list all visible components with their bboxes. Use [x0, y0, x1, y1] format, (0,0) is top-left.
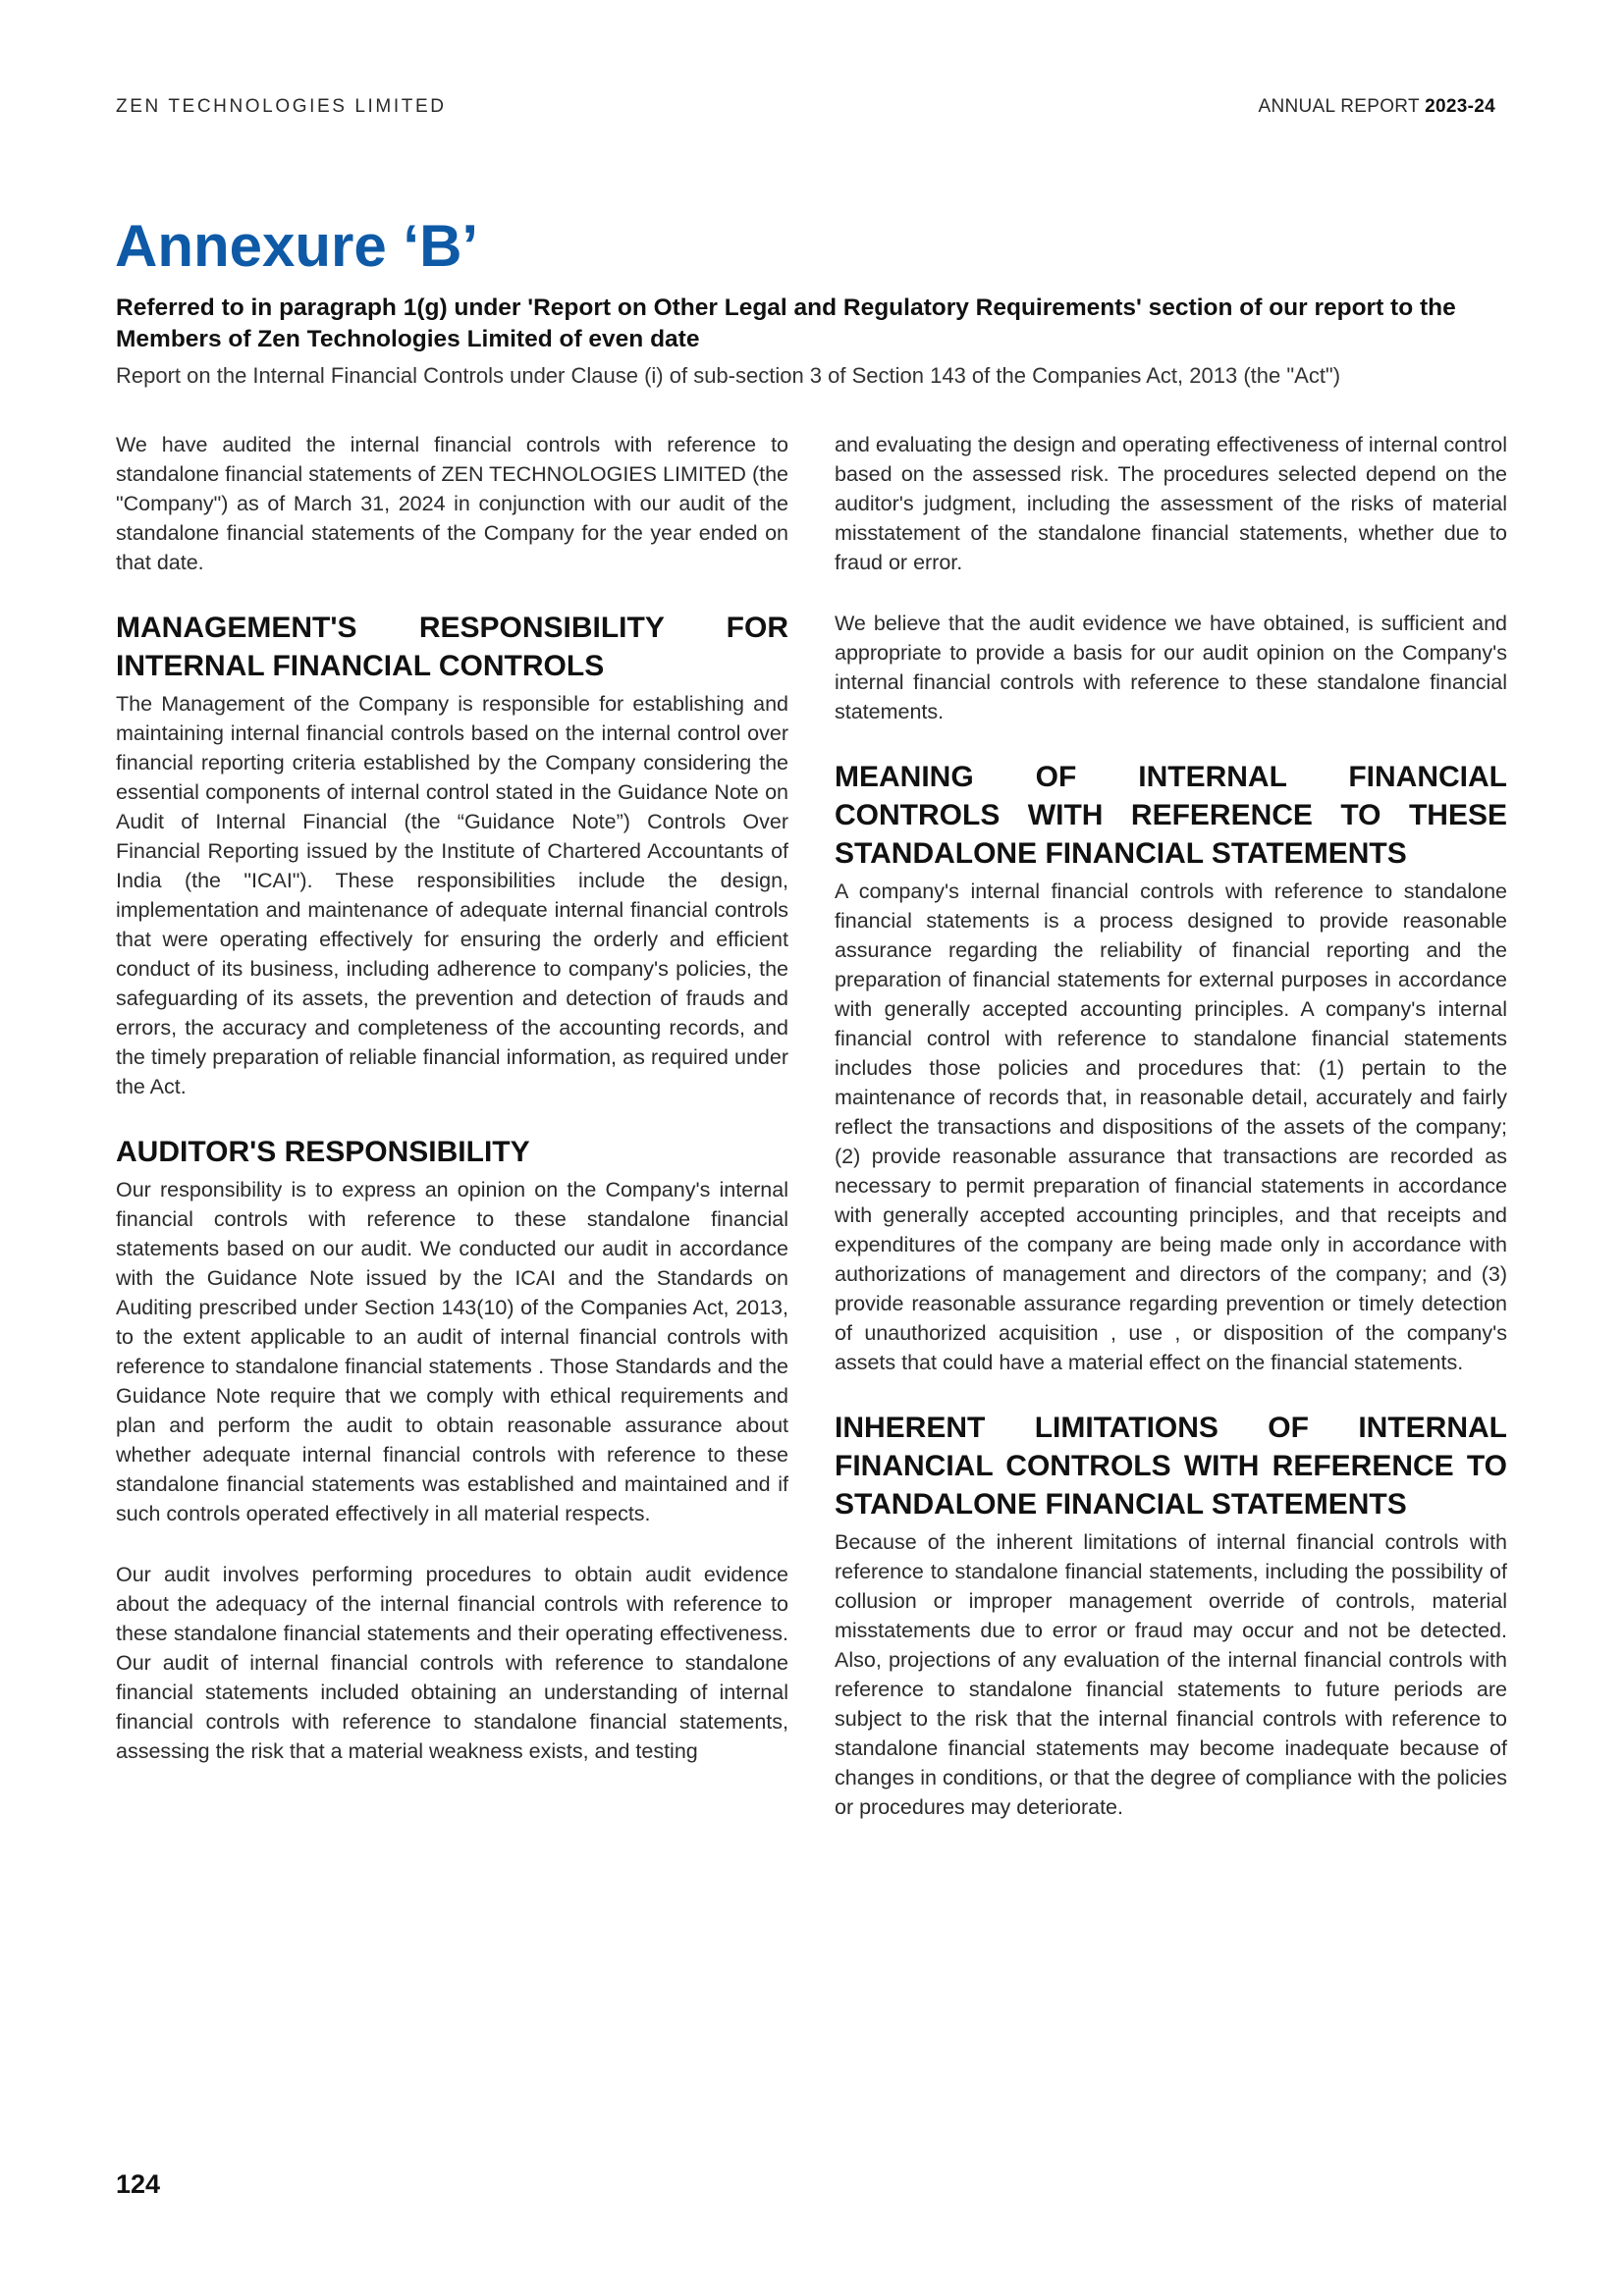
company-name: ZEN TECHNOLOGIES LIMITED [116, 96, 447, 117]
page-number: 124 [116, 2169, 161, 2199]
auditor-heading: AUDITOR'S RESPONSIBILITY [116, 1136, 530, 1168]
intro-paragraph: We have audited the internal financial controls with reference to standalone financial statements of ZEN TECHNOLOGIES LIMITED (the "Company") as of March 31, 2024 in conjunction with our audit of the standalone financial statements of the Company for the year ended on that date. [116, 433, 788, 574]
right-column [835, 430, 1507, 1853]
management-heading-line-1: MANAGEMENT'S RESPONSIBILITY FOR [116, 612, 788, 644]
meaning-heading: MEANING OF INTERNAL FINANCIAL CONTROLS WITH REFERENCE TO THESE STANDALONE FINANCIAL STATEMENTS [835, 761, 1507, 870]
continuation-paragraph: and evaluating the design and operating effectiveness of internal control based on the assessed risk. The procedures selected depend on the auditor's judgment, including the assessment of the risks of material misstatement of the standalone financial statements, whether due to fraud or error. [835, 433, 1507, 574]
inherent-heading: INHERENT LIMITATIONS OF INTERNAL FINANCIAL CONTROLS WITH REFERENCE TO STANDALONE FINANCIAL STATEMENTS [835, 1412, 1507, 1521]
inherent-paragraph: Because of the inherent limitations of internal financial controls with reference to standalone financial statements, including the possibility of collusion or improper management override of controls, material misstatements due to error or fraud may occur and not be detected. Also, projections of any evaluation of the internal financial controls with reference to standalone financial statements to future periods are subject to the risk that the internal financial controls with reference to standalone financial statements may become inadequate because of changes in conditions, or that the degree of compliance with the policies or procedures may deteriorate. [835, 1530, 1507, 1819]
subtitle: Referred to in paragraph 1(g) under 'Report on Other Legal and Regulatory Requirements' section of our report to the Members of Zen Technologies Limited of even date [116, 294, 1456, 352]
annual-report-label [1259, 96, 1495, 118]
management-paragraph: The Management of the Company is responsible for establishing and maintaining internal financial controls based on the internal control over financial reporting criteria established by the Company considering the essential components of internal control stated in the Guidance Note on Audit of Internal Financial (the “Guidance Note”) Controls Over Financial Reporting issued by the Institute of Chartered Accountants of India (the "ICAI"). These responsibilities include the design, implementation and maintenance of adequate internal financial controls that were operating effectively for ensuring the orderly and efficient conduct of its business, including adherence to company's policies, the safeguarding of its assets, the prevention and detection of frauds and errors, the accuracy and completeness of the accounting records, and the timely preparation of reliable financial information, as required under the Act. [116, 692, 788, 1098]
auditor-paragraph-1: Our responsibility is to express an opinion on the Company's internal financial controls with reference to these standalone financial statements based on our audit. We conducted our audit in accordance with the Guidance Note issued by the ICAI and the Standards on Auditing prescribed under Section 143(10) of the Companies Act, 2013, to the extent applicable to an audit of internal financial controls with reference to standalone financial statements . Those Standards and the Guidance Note require that we comply with ethical requirements and plan and perform the audit to obtain reasonable assurance about whether adequate internal financial controls with reference to these standalone financial statements was established and maintained and if such controls operated effectively in all material respects. [116, 1178, 788, 1525]
page-title: Annexure ‘B’ [115, 213, 479, 279]
management-heading-line-2: INTERNAL FINANCIAL CONTROLS [116, 650, 605, 682]
report-label: ANNUAL REPORT [1258, 96, 1420, 117]
auditor-paragraph-2: Our audit involves performing procedures to obtain audit evidence about the adequacy of the internal financial controls with reference to these standalone financial statements and their operating effectiveness. Our audit of internal financial controls with reference to standalone financial statements included obtaining an understanding of internal financial controls with reference to standalone financial statements, assessing the risk that a material weakness exists, and testing [116, 1563, 788, 1763]
report-year: 2023-24 [1425, 96, 1495, 117]
report-description: Report on the Internal Financial Controls under Clause (i) of sub-section 3 of Section 143 of the Companies Act, 2013 (the "Act") [116, 363, 1341, 388]
meaning-paragraph: A company's internal financial controls with reference to standalone financial statements is a process designed to provide reasonable assurance regarding the reliability of financial reporting and the preparation of financial statements for external purposes in accordance with generally accepted accounting principles. A company's internal financial control with reference to standalone financial statements includes those policies and procedures that: (1) pertain to the maintenance of records that, in reasonable detail, accurately and fairly reflect the transactions and dispositions of the assets of the company; (2) provide reasonable assurance that transactions are recorded as necessary to permit preparation of financial statements in accordance with generally accepted accounting principles, and that receipts and expenditures of the company are being made only in accordance with authorizations of management and directors of the company; and (3) provide reasonable assurance regarding prevention or timely detection of unauthorized acquisition , use , or disposition of the company's assets that could have a material effect on the financial statements. [835, 880, 1507, 1374]
belief-paragraph: We believe that the audit evidence we have obtained, is sufficient and appropriate to provide a basis for our audit opinion on the Company's internal financial controls with reference to these standalone financial statements. [835, 612, 1507, 723]
left-column [116, 430, 788, 1797]
